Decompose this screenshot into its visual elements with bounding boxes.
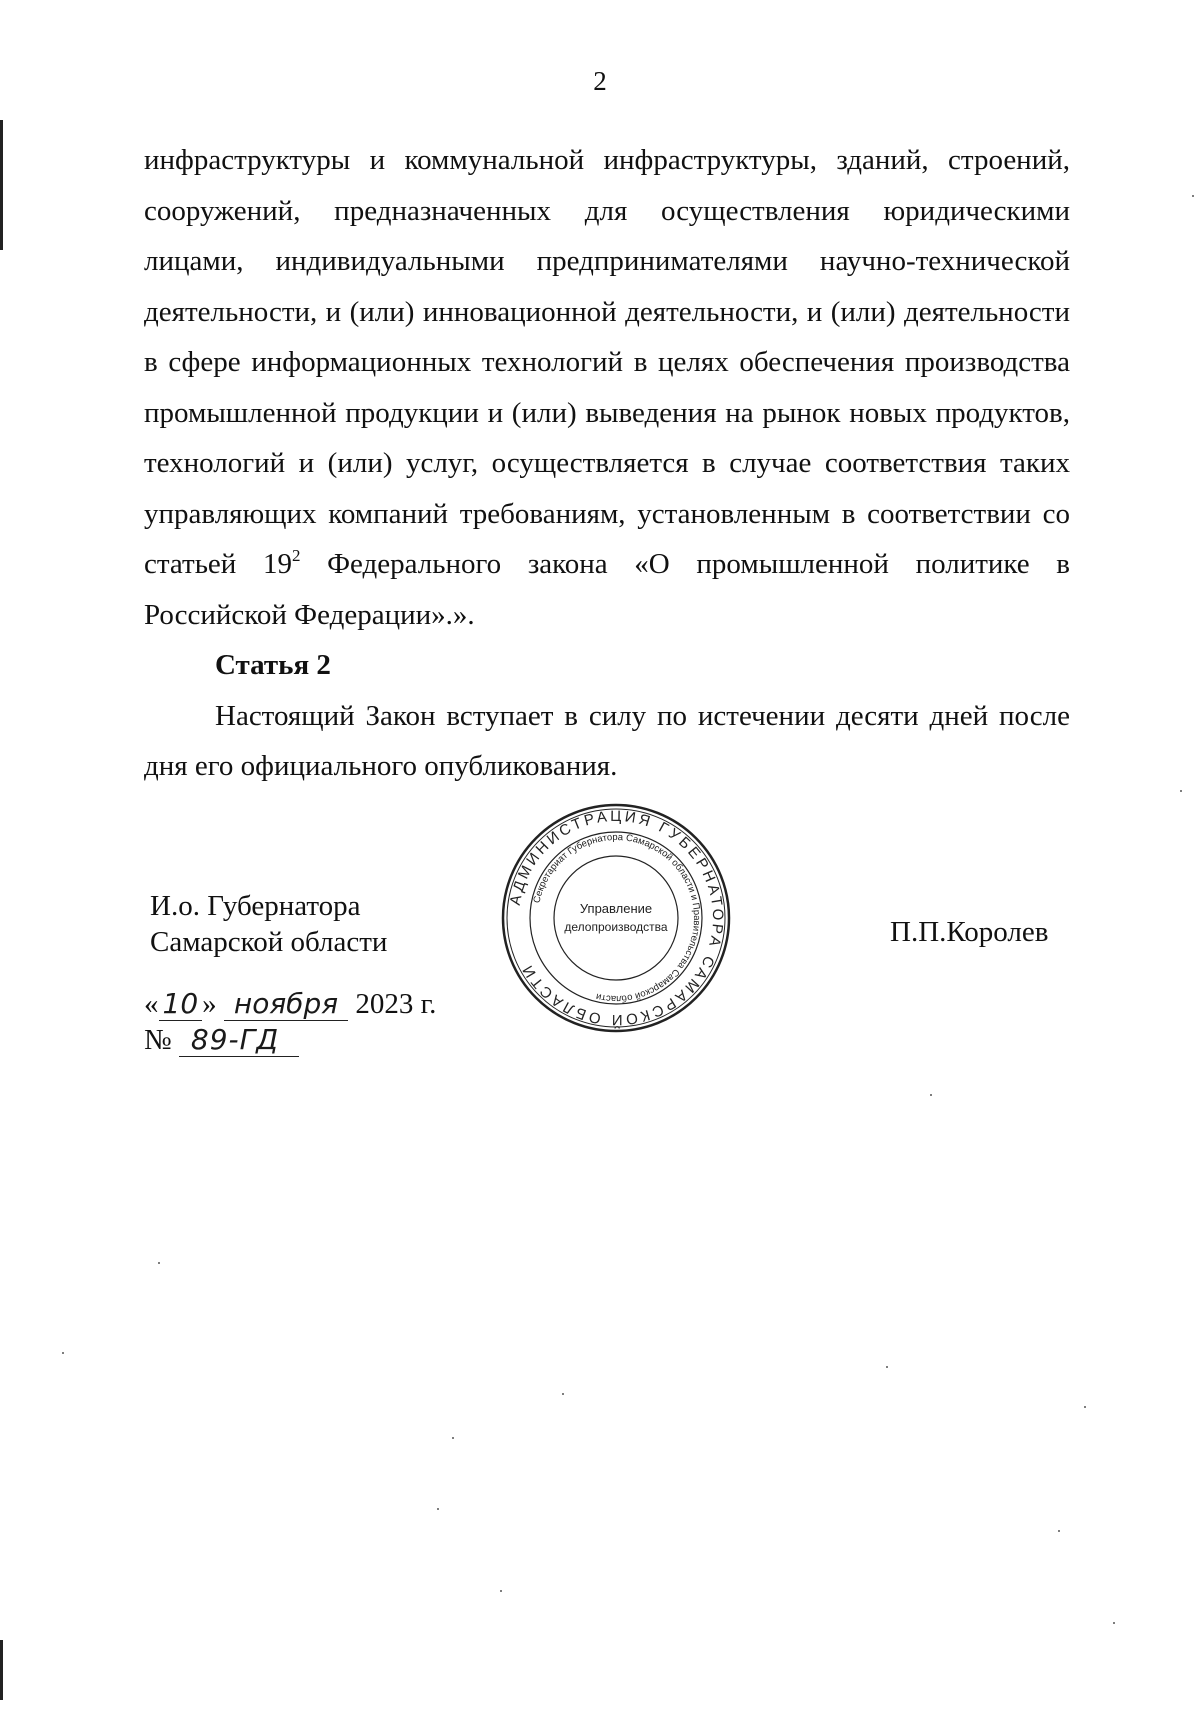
stamp-inner-text: Секретариат Губернатора Самарской области и Правительства Самарской области (531, 831, 703, 1005)
scan-edge-mark (0, 1640, 3, 1700)
scan-speck (500, 1590, 502, 1592)
article-heading: Статья 2 (215, 649, 331, 681)
scan-speck (1084, 1406, 1086, 1408)
handwritten-day: 10 (159, 987, 203, 1021)
document-body (144, 135, 1070, 792)
paragraph-text: инфраструктуры и коммунальной инфраструктуры, зданий, строений, сооружений, предназначенных для осуществления юридическими лицами, индивидуальными предпринимателями научно-технической деятельности, и (или) инновационной деятельности, и (или) деятельности в сфере информационных технологий в целях обеспечения производства промышленной продукции и (или) выведения на рынок новых продуктов, технологий и (или) услуг, осуществляется в случае соответствия таких управляющих компаний требованиям, установленным в соответствии со статьей 19 (144, 144, 1070, 580)
scan-edge-mark (0, 120, 3, 250)
scan-speck (1180, 790, 1182, 792)
scan-speck (452, 1437, 454, 1439)
signatory-name: П.П.Королев (890, 916, 1049, 948)
scan-speck (1113, 1622, 1115, 1624)
article-paragraph: Настоящий Закон вступает в силу по истечении десяти дней после дня его официального опубликования. (144, 699, 1070, 782)
signing-date (144, 986, 436, 1022)
page-number: 2 (593, 66, 607, 96)
stamp-center-line: Управление (579, 901, 653, 916)
scan-speck (562, 1393, 564, 1395)
stamp-outer-text: АДМИНИСТРАЦИЯ ГУБЕРНАТОРА САМАРСКОЙ ОБЛАСТИ (506, 807, 727, 1029)
document-number (144, 1022, 436, 1058)
open-quote: « (144, 988, 159, 1020)
handwritten-number: 89-ГД (179, 1023, 299, 1057)
year-text: 2023 г. (348, 988, 437, 1020)
superscript: 2 (291, 546, 301, 565)
paragraph-continuation (144, 135, 1070, 640)
scan-speck (1192, 195, 1194, 197)
official-stamp (498, 800, 734, 1036)
scan-speck (886, 1366, 888, 1368)
stamp-center-line: делопроизводства (564, 920, 668, 934)
scan-speck (62, 1352, 64, 1354)
paragraph-text-end: Федерального закона «О промышленной политике в Российской Федерации».». (144, 548, 1071, 631)
signing-date-block (144, 986, 436, 1058)
signatory-title-line: И.о. Губернатора (150, 890, 361, 922)
close-quote: » (202, 988, 217, 1020)
scan-speck (1058, 1530, 1060, 1532)
signatory-title-line: Самарской области (150, 926, 388, 958)
scan-speck (158, 1262, 160, 1264)
signatory-title (150, 888, 387, 960)
handwritten-month: ноября (224, 987, 348, 1021)
number-label: № (144, 1024, 172, 1056)
scan-speck (930, 1094, 932, 1096)
scan-speck (437, 1508, 439, 1510)
